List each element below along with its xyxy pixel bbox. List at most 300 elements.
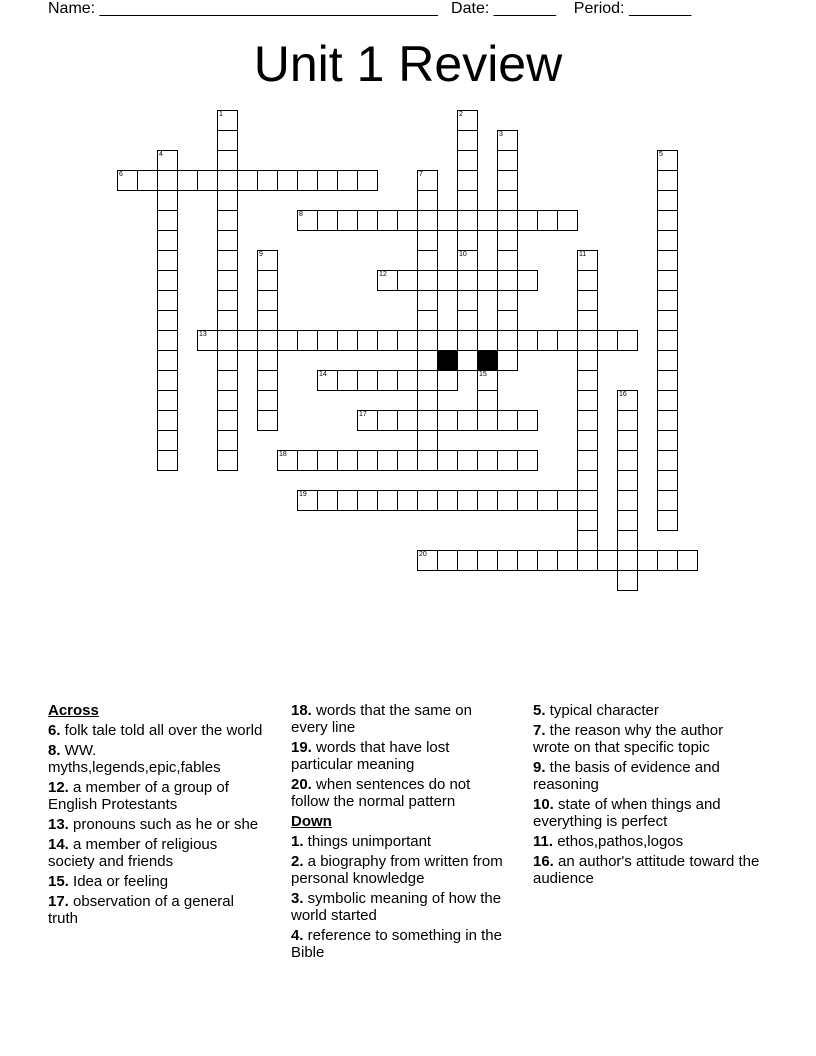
clues-column-3	[533, 702, 763, 890]
clue-text: observation of a general truth	[48, 893, 234, 927]
grid-cell[interactable]	[437, 550, 458, 571]
clue-number: 15	[479, 371, 487, 378]
grid-cell[interactable]	[457, 130, 478, 151]
grid-cell[interactable]	[497, 410, 518, 431]
grid-cell[interactable]	[457, 110, 478, 131]
grid-cell[interactable]	[477, 270, 498, 291]
grid-cell[interactable]	[617, 330, 638, 351]
grid-cell[interactable]	[497, 190, 518, 211]
clue-number-label: 4.	[291, 927, 304, 944]
grid-cell[interactable]	[657, 230, 678, 251]
grid-cell[interactable]	[577, 470, 598, 491]
grid-cell[interactable]	[217, 150, 238, 171]
grid-cell[interactable]	[417, 330, 438, 351]
grid-cell[interactable]	[437, 370, 458, 391]
clue-number: 10	[459, 251, 467, 258]
clue-item	[533, 722, 763, 756]
grid-cell[interactable]	[457, 310, 478, 331]
clue-number-label: 16.	[533, 853, 554, 870]
grid-cell[interactable]	[477, 450, 498, 471]
clue-item	[48, 816, 268, 833]
grid-cell[interactable]	[417, 270, 438, 291]
grid-cell[interactable]	[437, 270, 458, 291]
clue-text: symbolic meaning of how the world started	[291, 890, 502, 924]
clue-number-label: 8.	[48, 742, 61, 759]
grid-cell[interactable]	[397, 370, 418, 391]
grid-cell[interactable]	[617, 450, 638, 471]
grid-cell[interactable]	[497, 350, 518, 371]
grid-cell[interactable]	[157, 410, 178, 431]
grid-cell[interactable]	[657, 310, 678, 331]
grid-cell[interactable]	[657, 190, 678, 211]
grid-cell[interactable]	[577, 310, 598, 331]
grid-cell[interactable]	[297, 170, 318, 191]
grid-block	[437, 350, 458, 371]
clue-item	[48, 873, 268, 890]
grid-cell[interactable]	[577, 290, 598, 311]
grid-cell[interactable]	[657, 370, 678, 391]
grid-cell[interactable]	[497, 270, 518, 291]
grid-cell[interactable]	[237, 330, 258, 351]
grid-cell[interactable]	[337, 370, 358, 391]
clue-number: 18	[279, 451, 287, 458]
grid-cell[interactable]	[497, 170, 518, 191]
grid-cell[interactable]	[177, 170, 198, 191]
clue-number: 20	[419, 551, 427, 558]
clue-item	[291, 739, 511, 773]
clue-list	[291, 702, 511, 810]
grid-cell[interactable]	[577, 490, 598, 511]
clue-text: ethos,pathos,logos	[553, 833, 684, 850]
grid-cell[interactable]	[217, 110, 238, 131]
grid-cell[interactable]	[497, 550, 518, 571]
grid-cell[interactable]	[517, 330, 538, 351]
grid-cell[interactable]	[597, 550, 618, 571]
grid-cell[interactable]	[157, 390, 178, 411]
grid-cell[interactable]	[457, 170, 478, 191]
clue-list	[291, 833, 511, 961]
grid-cell[interactable]	[317, 330, 338, 351]
grid-cell[interactable]	[217, 230, 238, 251]
grid-cell[interactable]	[217, 350, 238, 371]
clue-item	[291, 776, 511, 810]
clue-item	[48, 893, 268, 927]
clue-item	[48, 722, 268, 739]
grid-cell[interactable]	[157, 330, 178, 351]
grid-cell[interactable]	[257, 390, 278, 411]
grid-cell[interactable]	[477, 550, 498, 571]
grid-cell[interactable]	[397, 210, 418, 231]
grid-cell[interactable]	[497, 290, 518, 311]
grid-cell[interactable]	[277, 450, 298, 471]
grid-cell[interactable]	[257, 310, 278, 331]
grid-cell[interactable]	[337, 490, 358, 511]
grid-cell[interactable]	[517, 410, 538, 431]
clue-number-label: 19.	[291, 739, 312, 756]
clue-text: pronouns such as he or she	[68, 816, 259, 833]
grid-cell[interactable]	[217, 270, 238, 291]
grid-cell[interactable]	[337, 170, 358, 191]
grid-cell[interactable]	[617, 550, 638, 571]
grid-cell[interactable]	[577, 510, 598, 531]
grid-cell[interactable]	[477, 370, 498, 391]
grid-cell[interactable]	[477, 490, 498, 511]
grid-cell[interactable]	[417, 430, 438, 451]
grid-cell[interactable]	[197, 170, 218, 191]
grid-cell[interactable]	[557, 550, 578, 571]
grid-cell[interactable]	[617, 430, 638, 451]
clue-text: words that the same on every line	[291, 702, 472, 736]
grid-cell[interactable]	[357, 330, 378, 351]
grid-cell[interactable]	[657, 330, 678, 351]
grid-cell[interactable]	[197, 330, 218, 351]
clue-text: typical character	[545, 702, 659, 719]
grid-cell[interactable]	[577, 350, 598, 371]
grid-cell[interactable]	[217, 190, 238, 211]
grid-cell[interactable]	[377, 210, 398, 231]
clue-number: 1	[219, 111, 223, 118]
grid-cell[interactable]	[537, 550, 558, 571]
page-title: Unit 1 Review	[253, 36, 563, 92]
grid-cell[interactable]	[357, 210, 378, 231]
clue-text: a biography from written from personal knowledge	[291, 853, 503, 887]
clue-number-label: 13.	[48, 816, 69, 833]
grid-cell[interactable]	[477, 410, 498, 431]
grid-cell[interactable]	[617, 410, 638, 431]
clue-number-label: 12.	[48, 779, 69, 796]
clue-number-label: 20.	[291, 776, 312, 793]
grid-cell[interactable]	[417, 310, 438, 331]
grid-cell[interactable]	[337, 330, 358, 351]
grid-cell[interactable]	[257, 350, 278, 371]
clue-item	[48, 836, 268, 870]
grid-cell[interactable]	[657, 390, 678, 411]
grid-cell[interactable]	[357, 170, 378, 191]
grid-cell[interactable]	[157, 310, 178, 331]
grid-cell[interactable]	[497, 310, 518, 331]
grid-cell[interactable]	[417, 450, 438, 471]
grid-cell[interactable]	[317, 490, 338, 511]
grid-cell[interactable]	[117, 170, 138, 191]
grid-cell[interactable]	[417, 550, 438, 571]
grid-cell[interactable]	[577, 370, 598, 391]
grid-cell[interactable]	[317, 370, 338, 391]
grid-cell[interactable]	[257, 410, 278, 431]
grid-cell[interactable]	[157, 430, 178, 451]
grid-cell[interactable]	[537, 490, 558, 511]
grid-cell[interactable]	[657, 410, 678, 431]
grid-cell[interactable]	[477, 390, 498, 411]
grid-cell[interactable]	[437, 330, 458, 351]
grid-cell[interactable]	[657, 510, 678, 531]
grid-cell[interactable]	[217, 430, 238, 451]
grid-cell[interactable]	[657, 170, 678, 191]
grid-cell[interactable]	[217, 370, 238, 391]
grid-cell[interactable]	[497, 210, 518, 231]
grid-cell[interactable]	[457, 330, 478, 351]
grid-cell[interactable]	[257, 370, 278, 391]
grid-cell[interactable]	[457, 230, 478, 251]
grid-cell[interactable]	[657, 350, 678, 371]
grid-cell[interactable]	[457, 490, 478, 511]
grid-cell[interactable]	[417, 230, 438, 251]
grid-cell[interactable]	[417, 170, 438, 191]
grid-cell[interactable]	[317, 170, 338, 191]
grid-cell[interactable]	[517, 490, 538, 511]
clue-item	[291, 853, 511, 887]
grid-cell[interactable]	[417, 290, 438, 311]
clue-number-label: 14.	[48, 836, 69, 853]
clue-list	[48, 722, 268, 927]
grid-cell[interactable]	[617, 490, 638, 511]
clues-column-2	[291, 702, 511, 964]
clue-number: 14	[319, 371, 327, 378]
across-heading: Across	[48, 702, 99, 719]
grid-cell[interactable]	[397, 330, 418, 351]
grid-cell[interactable]	[657, 490, 678, 511]
grid-cell[interactable]	[457, 410, 478, 431]
grid-cell[interactable]	[437, 210, 458, 231]
clue-item	[291, 890, 511, 924]
grid-cell[interactable]	[657, 250, 678, 271]
grid-cell[interactable]	[397, 450, 418, 471]
grid-cell[interactable]	[497, 230, 518, 251]
grid-cell[interactable]	[157, 350, 178, 371]
grid-cell[interactable]	[397, 490, 418, 511]
clue-number-label: 3.	[291, 890, 304, 907]
grid-cell[interactable]	[377, 370, 398, 391]
clue-number: 3	[499, 131, 503, 138]
grid-cell[interactable]	[577, 330, 598, 351]
grid-cell[interactable]	[437, 410, 458, 431]
grid-cell[interactable]	[237, 170, 258, 191]
grid-cell[interactable]	[497, 450, 518, 471]
grid-cell[interactable]	[657, 450, 678, 471]
clue-number-label: 1.	[291, 833, 304, 850]
grid-cell[interactable]	[257, 330, 278, 351]
grid-cell[interactable]	[217, 410, 238, 431]
clue-number-label: 10.	[533, 796, 554, 813]
grid-cell[interactable]	[217, 390, 238, 411]
clue-number: 19	[299, 491, 307, 498]
grid-cell[interactable]	[457, 450, 478, 471]
grid-cell[interactable]	[517, 450, 538, 471]
grid-cell[interactable]	[457, 350, 478, 371]
grid-cell[interactable]	[457, 150, 478, 171]
clue-number-label: 17.	[48, 893, 69, 910]
clue-text: state of when things and everything is perfect	[533, 796, 721, 830]
clue-item	[291, 833, 511, 850]
clue-text: an author's attitude toward the audience	[533, 853, 760, 887]
grid-cell[interactable]	[337, 210, 358, 231]
clue-number-label: 7.	[533, 722, 546, 739]
grid-cell[interactable]	[617, 470, 638, 491]
grid-cell[interactable]	[417, 350, 438, 371]
grid-cell[interactable]	[437, 490, 458, 511]
clue-number-label: 18.	[291, 702, 312, 719]
grid-cell[interactable]	[297, 330, 318, 351]
grid-cell[interactable]	[217, 450, 238, 471]
grid-cell[interactable]	[457, 210, 478, 231]
grid-cell[interactable]	[317, 210, 338, 231]
grid-cell[interactable]	[417, 210, 438, 231]
grid-cell[interactable]	[157, 370, 178, 391]
grid-cell[interactable]	[537, 210, 558, 231]
grid-cell[interactable]	[477, 210, 498, 231]
grid-cell[interactable]	[577, 390, 598, 411]
grid-cell[interactable]	[657, 550, 678, 571]
grid-cell[interactable]	[577, 250, 598, 271]
clue-number-label: 2.	[291, 853, 304, 870]
clue-number: 11	[579, 251, 587, 258]
grid-cell[interactable]	[417, 190, 438, 211]
grid-cell[interactable]	[457, 550, 478, 571]
grid-cell[interactable]	[217, 330, 238, 351]
grid-cell[interactable]	[157, 250, 178, 271]
grid-cell[interactable]	[157, 270, 178, 291]
clue-item	[533, 833, 763, 850]
grid-cell[interactable]	[157, 230, 178, 251]
grid-cell[interactable]	[517, 550, 538, 571]
grid-cell[interactable]	[377, 330, 398, 351]
grid-cell[interactable]	[157, 450, 178, 471]
grid-cell[interactable]	[157, 210, 178, 231]
grid-cell[interactable]	[497, 130, 518, 151]
down-heading: Down	[291, 813, 332, 830]
grid-cell[interactable]	[577, 410, 598, 431]
grid-cell[interactable]	[657, 150, 678, 171]
grid-cell[interactable]	[217, 130, 238, 151]
clue-number: 8	[299, 211, 303, 218]
grid-cell[interactable]	[657, 210, 678, 231]
grid-cell[interactable]	[217, 310, 238, 331]
grid-cell[interactable]	[277, 170, 298, 191]
grid-cell[interactable]	[657, 290, 678, 311]
clue-number-label: 15.	[48, 873, 69, 890]
grid-cell[interactable]	[377, 270, 398, 291]
grid-cell[interactable]	[417, 370, 438, 391]
grid-cell[interactable]	[537, 330, 558, 351]
grid-cell[interactable]	[217, 210, 238, 231]
clue-text: things unimportant	[303, 833, 432, 850]
grid-cell[interactable]	[557, 330, 578, 351]
grid-cell[interactable]	[297, 210, 318, 231]
grid-cell[interactable]	[457, 190, 478, 211]
grid-cell[interactable]	[477, 330, 498, 351]
grid-cell[interactable]	[217, 170, 238, 191]
grid-cell[interactable]	[557, 490, 578, 511]
grid-cell[interactable]	[377, 490, 398, 511]
clue-text: folk tale told all over the world	[60, 722, 263, 739]
clue-text: when sentences do not follow the normal pattern	[291, 776, 471, 810]
grid-cell[interactable]	[257, 270, 278, 291]
clue-number: 4	[159, 151, 163, 158]
clue-number-label: 5.	[533, 702, 546, 719]
clue-number: 5	[659, 151, 663, 158]
grid-cell[interactable]	[677, 550, 698, 571]
grid-cell[interactable]	[517, 210, 538, 231]
grid-cell[interactable]	[657, 270, 678, 291]
grid-cell[interactable]	[397, 410, 418, 431]
grid-cell[interactable]	[217, 290, 238, 311]
grid-cell[interactable]	[217, 250, 238, 271]
clue-item	[48, 779, 268, 813]
grid-cell[interactable]	[277, 330, 298, 351]
grid-cell[interactable]	[357, 490, 378, 511]
grid-cell[interactable]	[637, 550, 658, 571]
clue-number: 13	[199, 331, 207, 338]
clue-number: 9	[259, 251, 263, 258]
grid-cell[interactable]	[157, 290, 178, 311]
clue-item	[533, 759, 763, 793]
clue-text: the basis of evidence and reasoning	[533, 759, 720, 793]
grid-cell[interactable]	[257, 170, 278, 191]
grid-cell[interactable]	[297, 490, 318, 511]
grid-cell[interactable]	[337, 450, 358, 471]
grid-cell[interactable]	[437, 450, 458, 471]
grid-cell[interactable]	[357, 450, 378, 471]
grid-cell[interactable]	[497, 150, 518, 171]
grid-cell[interactable]	[157, 190, 178, 211]
grid-cell[interactable]	[577, 530, 598, 551]
grid-cell[interactable]	[357, 410, 378, 431]
grid-cell[interactable]	[157, 150, 178, 171]
grid-cell[interactable]	[497, 250, 518, 271]
grid-cell[interactable]	[657, 470, 678, 491]
clue-number: 12	[379, 271, 387, 278]
grid-cell[interactable]	[137, 170, 158, 191]
grid-cell[interactable]	[517, 270, 538, 291]
grid-cell[interactable]	[377, 410, 398, 431]
grid-cell[interactable]	[257, 250, 278, 271]
grid-cell[interactable]	[597, 330, 618, 351]
grid-cell[interactable]	[417, 410, 438, 431]
grid-cell[interactable]	[577, 550, 598, 571]
grid-cell[interactable]	[357, 370, 378, 391]
grid-cell[interactable]	[497, 490, 518, 511]
grid-cell[interactable]	[457, 290, 478, 311]
grid-cell[interactable]	[417, 490, 438, 511]
grid-block	[477, 350, 498, 371]
grid-cell[interactable]	[617, 510, 638, 531]
grid-cell[interactable]	[397, 270, 418, 291]
grid-cell[interactable]	[257, 290, 278, 311]
grid-cell[interactable]	[157, 170, 178, 191]
grid-cell[interactable]	[577, 270, 598, 291]
grid-cell[interactable]	[497, 330, 518, 351]
clue-item	[533, 702, 763, 719]
grid-cell[interactable]	[577, 450, 598, 471]
grid-cell[interactable]	[317, 450, 338, 471]
grid-cell[interactable]	[297, 450, 318, 471]
grid-cell[interactable]	[577, 430, 598, 451]
grid-cell[interactable]	[557, 210, 578, 231]
clue-text: reference to something in the Bible	[291, 927, 502, 961]
clue-number: 16	[619, 391, 627, 398]
grid-cell[interactable]	[377, 450, 398, 471]
grid-cell[interactable]	[617, 570, 638, 591]
grid-cell[interactable]	[617, 390, 638, 411]
grid-cell[interactable]	[457, 250, 478, 271]
grid-cell[interactable]	[457, 270, 478, 291]
clue-text: words that have lost particular meaning	[291, 739, 450, 773]
grid-cell[interactable]	[417, 390, 438, 411]
grid-cell[interactable]	[417, 250, 438, 271]
clue-text: a member of a group of English Protestants	[48, 779, 229, 813]
grid-cell[interactable]	[617, 530, 638, 551]
clue-item	[291, 927, 511, 961]
grid-cell[interactable]	[657, 430, 678, 451]
